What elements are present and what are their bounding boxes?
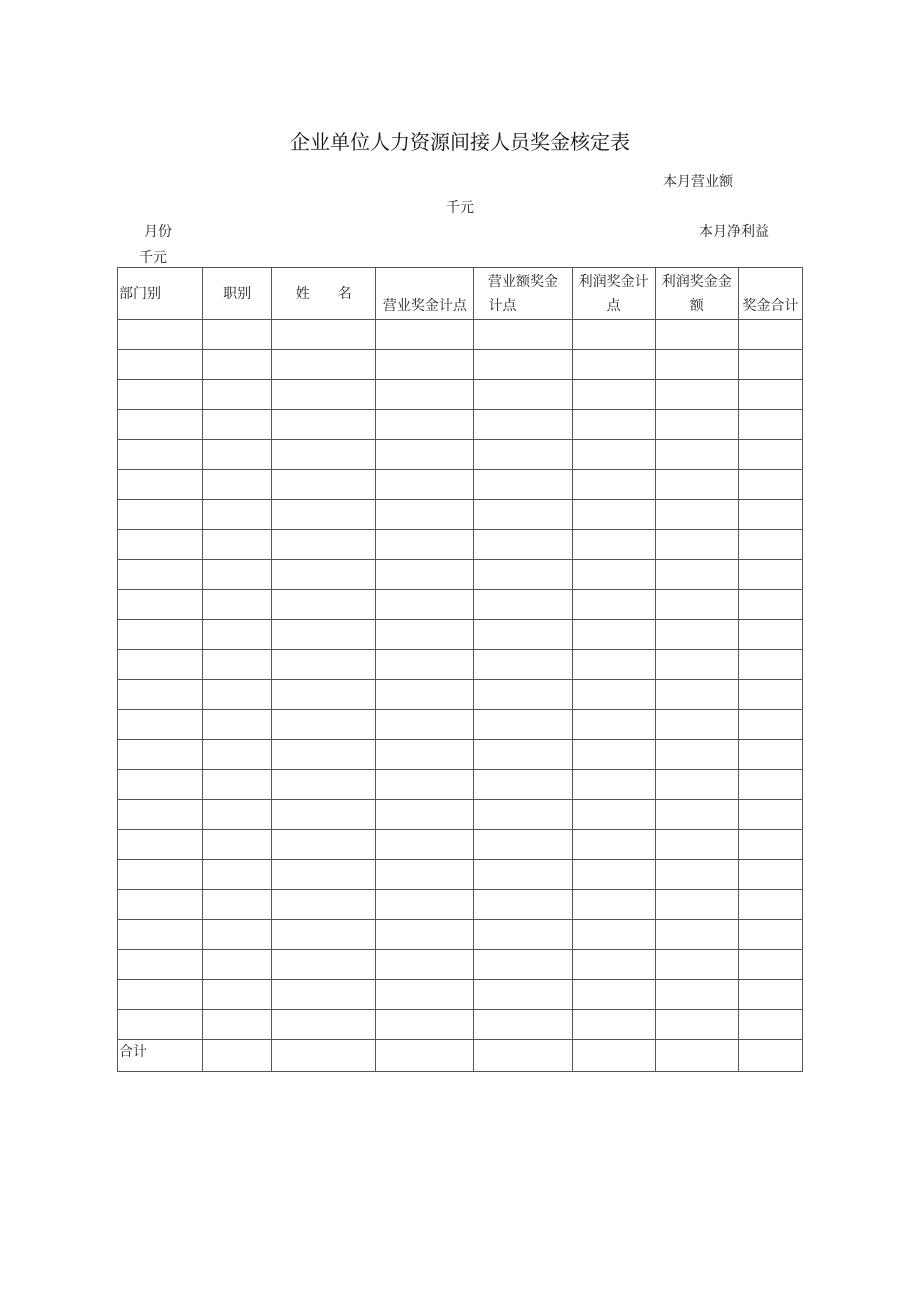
table-cell[interactable] bbox=[376, 500, 474, 530]
header-revenue-bonus-points bbox=[474, 268, 572, 320]
table-cell[interactable] bbox=[376, 470, 474, 500]
table-cell[interactable] bbox=[118, 650, 203, 680]
table-cell[interactable] bbox=[118, 590, 203, 620]
table-row bbox=[118, 740, 803, 770]
table-cell[interactable] bbox=[376, 890, 474, 920]
table-cell[interactable] bbox=[655, 1010, 738, 1040]
table-cell[interactable] bbox=[272, 530, 376, 560]
table-cell[interactable] bbox=[474, 1010, 572, 1040]
table-cell[interactable] bbox=[272, 890, 376, 920]
table-cell[interactable] bbox=[655, 920, 738, 950]
table-cell[interactable] bbox=[118, 860, 203, 890]
table-cell[interactable] bbox=[738, 890, 802, 920]
table-cell[interactable] bbox=[738, 980, 802, 1010]
header-department: 部门别 bbox=[118, 268, 203, 320]
table-cell[interactable] bbox=[203, 410, 272, 440]
table-cell[interactable] bbox=[118, 500, 203, 530]
table-row bbox=[118, 980, 803, 1010]
table-cell[interactable] bbox=[272, 710, 376, 740]
table-cell[interactable] bbox=[655, 470, 738, 500]
table-cell[interactable] bbox=[474, 590, 572, 620]
table-cell[interactable] bbox=[738, 740, 802, 770]
table-cell[interactable] bbox=[474, 620, 572, 650]
table-cell[interactable] bbox=[655, 560, 738, 590]
table-cell[interactable] bbox=[474, 980, 572, 1010]
table-cell[interactable] bbox=[572, 680, 655, 710]
table-cell[interactable] bbox=[203, 710, 272, 740]
table-cell[interactable] bbox=[376, 410, 474, 440]
table-cell[interactable] bbox=[203, 350, 272, 380]
table-cell[interactable] bbox=[203, 830, 272, 860]
header-profit-bonus-points-line1: 利润奖金计 bbox=[578, 273, 649, 290]
table-cell[interactable] bbox=[376, 740, 474, 770]
table-cell[interactable] bbox=[118, 440, 203, 470]
table-cell[interactable] bbox=[738, 1010, 802, 1040]
table-cell[interactable] bbox=[203, 980, 272, 1010]
table-row bbox=[118, 920, 803, 950]
table-cell[interactable] bbox=[655, 680, 738, 710]
header-profit-bonus-amount-line1: 利润奖金金 bbox=[661, 273, 732, 290]
table-cell[interactable] bbox=[655, 590, 738, 620]
table-cell[interactable] bbox=[655, 950, 738, 980]
table-cell[interactable] bbox=[738, 650, 802, 680]
table-row bbox=[118, 380, 803, 410]
table-cell[interactable] bbox=[738, 830, 802, 860]
table-cell[interactable] bbox=[572, 1010, 655, 1040]
table-cell[interactable] bbox=[118, 320, 203, 350]
total-row bbox=[118, 1040, 803, 1072]
table-cell[interactable] bbox=[118, 770, 203, 800]
table-cell[interactable] bbox=[376, 590, 474, 620]
table-cell[interactable] bbox=[203, 530, 272, 560]
table-cell[interactable] bbox=[118, 920, 203, 950]
table-cell[interactable] bbox=[655, 320, 738, 350]
table-cell[interactable] bbox=[572, 620, 655, 650]
header-profit-bonus-amount-line2: 额 bbox=[689, 297, 704, 314]
table-cell[interactable] bbox=[655, 770, 738, 800]
table-cell[interactable] bbox=[376, 620, 474, 650]
table-cell[interactable] bbox=[203, 470, 272, 500]
table-cell[interactable] bbox=[655, 710, 738, 740]
table-row bbox=[118, 860, 803, 890]
table-cell[interactable] bbox=[376, 920, 474, 950]
table-row bbox=[118, 650, 803, 680]
table-cell[interactable] bbox=[272, 920, 376, 950]
table-cell[interactable] bbox=[272, 560, 376, 590]
table-cell[interactable] bbox=[376, 530, 474, 560]
header-position: 职别 bbox=[203, 268, 272, 320]
table-cell[interactable] bbox=[572, 800, 655, 830]
table-cell[interactable] bbox=[203, 680, 272, 710]
table-cell[interactable] bbox=[272, 650, 376, 680]
table-cell[interactable] bbox=[655, 650, 738, 680]
table-cell[interactable] bbox=[474, 800, 572, 830]
total-label: 合计 bbox=[118, 1040, 203, 1072]
table-cell[interactable] bbox=[738, 320, 802, 350]
table-cell[interactable] bbox=[118, 530, 203, 560]
table-cell[interactable] bbox=[118, 680, 203, 710]
table-cell[interactable] bbox=[474, 500, 572, 530]
table-cell[interactable] bbox=[118, 710, 203, 740]
table-cell[interactable] bbox=[474, 830, 572, 860]
table-row bbox=[118, 680, 803, 710]
table-cell[interactable] bbox=[118, 560, 203, 590]
table-row bbox=[118, 770, 803, 800]
table-cell[interactable] bbox=[272, 320, 376, 350]
table-cell[interactable] bbox=[572, 890, 655, 920]
table-cell[interactable] bbox=[203, 500, 272, 530]
table-cell[interactable] bbox=[272, 770, 376, 800]
table-cell[interactable] bbox=[203, 860, 272, 890]
table-row bbox=[118, 500, 803, 530]
table-cell[interactable] bbox=[738, 380, 802, 410]
table-cell[interactable] bbox=[738, 800, 802, 830]
table-cell[interactable] bbox=[203, 560, 272, 590]
table-cell[interactable] bbox=[474, 890, 572, 920]
table-cell[interactable] bbox=[655, 410, 738, 440]
table-row bbox=[118, 800, 803, 830]
table-cell[interactable] bbox=[203, 380, 272, 410]
table-cell[interactable] bbox=[272, 350, 376, 380]
table-cell[interactable] bbox=[572, 590, 655, 620]
table-cell[interactable] bbox=[376, 440, 474, 470]
table-cell[interactable] bbox=[376, 860, 474, 890]
table-cell[interactable] bbox=[474, 530, 572, 560]
table-cell[interactable] bbox=[203, 590, 272, 620]
table-cell[interactable] bbox=[376, 980, 474, 1010]
table-row bbox=[118, 440, 803, 470]
table-cell[interactable] bbox=[474, 650, 572, 680]
table-cell[interactable] bbox=[655, 440, 738, 470]
total-cell[interactable] bbox=[572, 1040, 655, 1072]
table-cell[interactable] bbox=[118, 350, 203, 380]
table-cell[interactable] bbox=[376, 680, 474, 710]
table-cell[interactable] bbox=[203, 620, 272, 650]
table-cell[interactable] bbox=[655, 530, 738, 560]
table-cell[interactable] bbox=[118, 950, 203, 980]
table-cell[interactable] bbox=[655, 860, 738, 890]
table-cell[interactable] bbox=[474, 470, 572, 500]
table-row bbox=[118, 1010, 803, 1040]
table-cell[interactable] bbox=[203, 320, 272, 350]
table-cell[interactable] bbox=[655, 890, 738, 920]
table-cell[interactable] bbox=[738, 680, 802, 710]
total-cell[interactable] bbox=[376, 1040, 474, 1072]
table-row bbox=[118, 710, 803, 740]
table-cell[interactable] bbox=[572, 440, 655, 470]
table-cell[interactable] bbox=[474, 740, 572, 770]
table-cell[interactable] bbox=[118, 470, 203, 500]
table-cell[interactable] bbox=[572, 530, 655, 560]
table-cell[interactable] bbox=[203, 650, 272, 680]
table-row bbox=[118, 560, 803, 590]
header-profit-bonus-amount bbox=[655, 268, 738, 320]
table-cell[interactable] bbox=[203, 920, 272, 950]
monthly-net-profit-label: 本月净利益 bbox=[699, 224, 769, 240]
table-cell[interactable] bbox=[203, 950, 272, 980]
header-name: 姓 名 bbox=[272, 268, 376, 320]
form-title: 企业单位人力资源间接人员奖金核定表 bbox=[290, 130, 630, 154]
header-profit-bonus-points bbox=[572, 268, 655, 320]
table-cell[interactable] bbox=[272, 860, 376, 890]
table-cell[interactable] bbox=[572, 710, 655, 740]
revenue-unit-label: 千元 bbox=[446, 200, 474, 216]
table-cell[interactable] bbox=[738, 710, 802, 740]
table-cell[interactable] bbox=[738, 500, 802, 530]
table-cell[interactable] bbox=[572, 350, 655, 380]
table-cell[interactable] bbox=[474, 860, 572, 890]
table-cell[interactable] bbox=[118, 620, 203, 650]
table-cell[interactable] bbox=[572, 560, 655, 590]
table-cell[interactable] bbox=[655, 830, 738, 860]
table-cell[interactable] bbox=[272, 410, 376, 440]
table-cell[interactable] bbox=[572, 470, 655, 500]
table-cell[interactable] bbox=[474, 560, 572, 590]
table-cell[interactable] bbox=[655, 350, 738, 380]
table-cell[interactable] bbox=[474, 440, 572, 470]
table-cell[interactable] bbox=[272, 380, 376, 410]
header-revenue-bonus-points-line2: 计点 bbox=[488, 297, 517, 314]
table-cell[interactable] bbox=[272, 800, 376, 830]
table-row bbox=[118, 410, 803, 440]
table-cell[interactable] bbox=[203, 890, 272, 920]
header-bonus-total: 奖金合计 bbox=[738, 268, 802, 320]
table-cell[interactable] bbox=[272, 1010, 376, 1040]
table-cell[interactable] bbox=[376, 770, 474, 800]
table-cell[interactable] bbox=[474, 380, 572, 410]
table-cell[interactable] bbox=[272, 440, 376, 470]
table-cell[interactable] bbox=[118, 830, 203, 860]
table-cell[interactable] bbox=[118, 740, 203, 770]
month-label: 月份 bbox=[144, 224, 172, 240]
table-row bbox=[118, 530, 803, 560]
table-row bbox=[118, 950, 803, 980]
table-cell[interactable] bbox=[655, 620, 738, 650]
table-cell[interactable] bbox=[572, 770, 655, 800]
table-cell[interactable] bbox=[203, 440, 272, 470]
table-cell[interactable] bbox=[572, 920, 655, 950]
table-cell[interactable] bbox=[272, 740, 376, 770]
table-cell[interactable] bbox=[474, 950, 572, 980]
table-row bbox=[118, 590, 803, 620]
table-cell[interactable] bbox=[272, 830, 376, 860]
table-cell[interactable] bbox=[655, 980, 738, 1010]
table-cell[interactable] bbox=[738, 530, 802, 560]
table-cell[interactable] bbox=[203, 740, 272, 770]
table-cell[interactable] bbox=[376, 800, 474, 830]
table-cell[interactable] bbox=[118, 890, 203, 920]
table-cell[interactable] bbox=[272, 680, 376, 710]
total-cell[interactable] bbox=[738, 1040, 802, 1072]
table-cell[interactable] bbox=[738, 440, 802, 470]
header-profit-bonus-points-line2: 点 bbox=[606, 297, 621, 314]
table-cell[interactable] bbox=[655, 500, 738, 530]
table-cell[interactable] bbox=[572, 500, 655, 530]
table-cell[interactable] bbox=[203, 800, 272, 830]
table-cell[interactable] bbox=[474, 350, 572, 380]
table-cell[interactable] bbox=[738, 920, 802, 950]
table-cell[interactable] bbox=[376, 350, 474, 380]
bonus-table bbox=[117, 267, 803, 1072]
table-cell[interactable] bbox=[376, 950, 474, 980]
table-cell[interactable] bbox=[572, 740, 655, 770]
table-cell[interactable] bbox=[738, 470, 802, 500]
table-cell[interactable] bbox=[272, 500, 376, 530]
table-cell[interactable] bbox=[376, 380, 474, 410]
total-cell[interactable] bbox=[655, 1040, 738, 1072]
table-cell[interactable] bbox=[272, 470, 376, 500]
table-cell[interactable] bbox=[376, 710, 474, 740]
table-cell[interactable] bbox=[655, 740, 738, 770]
table-cell[interactable] bbox=[118, 410, 203, 440]
header-sales-bonus-points: 营业奖金计点 bbox=[376, 268, 474, 320]
table-cell[interactable] bbox=[572, 980, 655, 1010]
total-cell[interactable] bbox=[203, 1040, 272, 1072]
table-cell[interactable] bbox=[474, 680, 572, 710]
table-row bbox=[118, 830, 803, 860]
table-cell[interactable] bbox=[376, 560, 474, 590]
table-cell[interactable] bbox=[572, 830, 655, 860]
table-cell[interactable] bbox=[738, 620, 802, 650]
table-cell[interactable] bbox=[738, 350, 802, 380]
profit-unit-label: 千元 bbox=[139, 250, 167, 266]
table-cell[interactable] bbox=[474, 710, 572, 740]
table-cell[interactable] bbox=[474, 410, 572, 440]
table-cell[interactable] bbox=[572, 860, 655, 890]
table-cell[interactable] bbox=[203, 1010, 272, 1040]
table-cell[interactable] bbox=[272, 620, 376, 650]
table-row bbox=[118, 620, 803, 650]
table-cell[interactable] bbox=[376, 650, 474, 680]
table-row bbox=[118, 890, 803, 920]
table-cell[interactable] bbox=[572, 950, 655, 980]
total-cell[interactable] bbox=[474, 1040, 572, 1072]
table-cell[interactable] bbox=[572, 410, 655, 440]
table-cell[interactable] bbox=[738, 590, 802, 620]
table-cell[interactable] bbox=[118, 980, 203, 1010]
table-cell[interactable] bbox=[376, 320, 474, 350]
table-row bbox=[118, 470, 803, 500]
table-cell[interactable] bbox=[272, 980, 376, 1010]
table-cell[interactable] bbox=[118, 1010, 203, 1040]
table-row bbox=[118, 320, 803, 350]
table-cell[interactable] bbox=[655, 380, 738, 410]
table-cell[interactable] bbox=[474, 920, 572, 950]
table-cell[interactable] bbox=[738, 770, 802, 800]
header-revenue-bonus-points-line1: 营业额奖金 bbox=[488, 273, 559, 290]
table-cell[interactable] bbox=[572, 380, 655, 410]
table-cell[interactable] bbox=[572, 320, 655, 350]
table-cell[interactable] bbox=[272, 590, 376, 620]
table-cell[interactable] bbox=[118, 380, 203, 410]
table-header-row bbox=[118, 268, 803, 320]
table-cell[interactable] bbox=[572, 650, 655, 680]
table-cell[interactable] bbox=[203, 770, 272, 800]
table-cell[interactable] bbox=[738, 860, 802, 890]
table-cell[interactable] bbox=[118, 800, 203, 830]
table-cell[interactable] bbox=[376, 830, 474, 860]
table-cell[interactable] bbox=[474, 770, 572, 800]
table-cell[interactable] bbox=[376, 1010, 474, 1040]
table-cell[interactable] bbox=[738, 950, 802, 980]
monthly-revenue-label: 本月营业额 bbox=[663, 174, 733, 190]
table-cell[interactable] bbox=[738, 560, 802, 590]
table-cell[interactable] bbox=[655, 800, 738, 830]
table-cell[interactable] bbox=[738, 410, 802, 440]
table-cell[interactable] bbox=[272, 950, 376, 980]
table-cell[interactable] bbox=[474, 320, 572, 350]
total-cell[interactable] bbox=[272, 1040, 376, 1072]
table-row bbox=[118, 350, 803, 380]
